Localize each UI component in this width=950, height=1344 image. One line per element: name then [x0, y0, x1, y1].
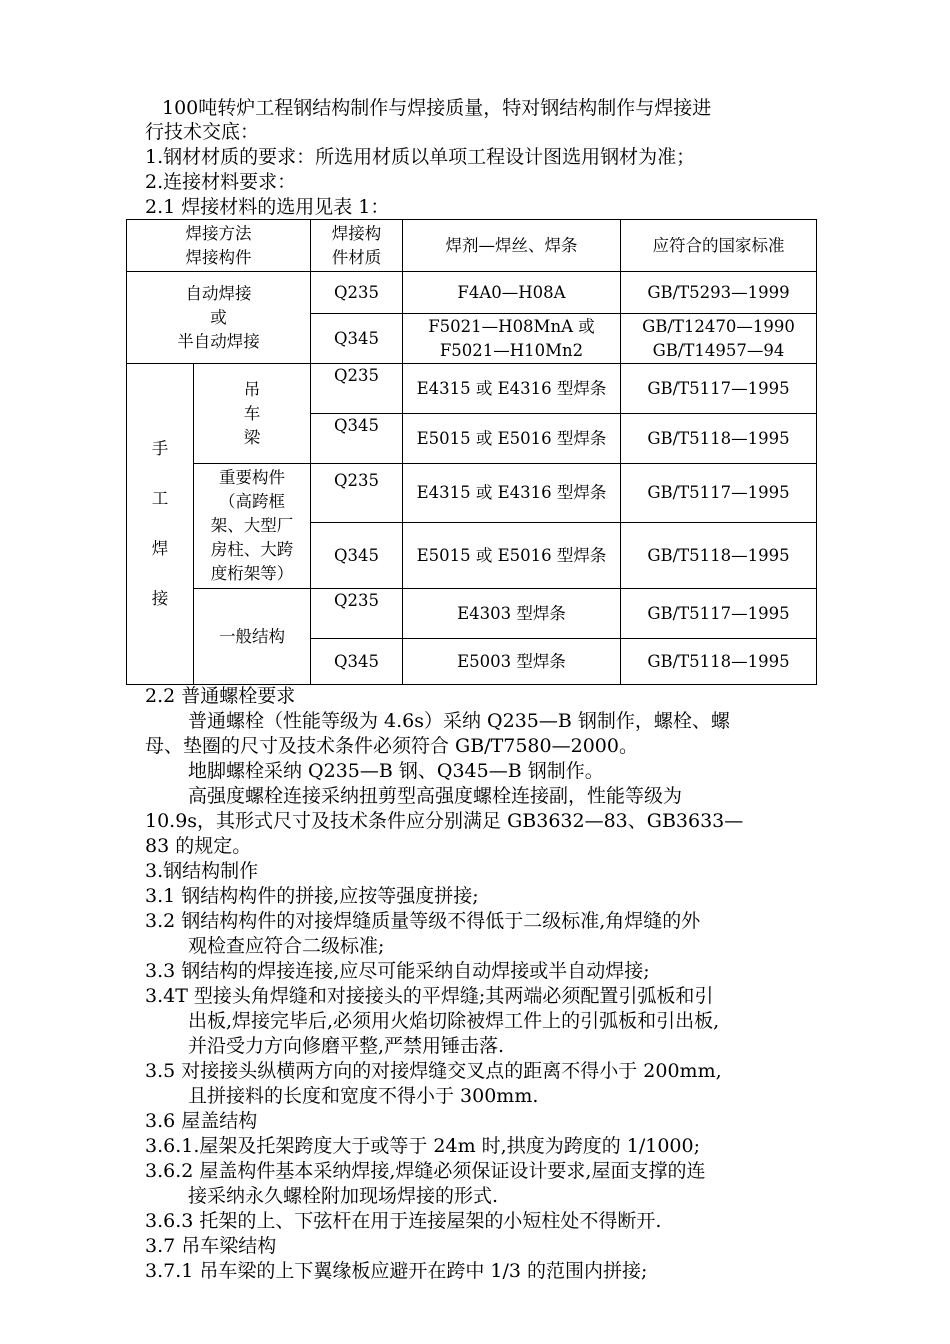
section-3-2-line-1: 3.2 钢结构构件的对接焊缝质量等级不得低于二级标准,角焊缝的外 [145, 910, 701, 932]
welding-materials-table [126, 219, 817, 685]
standard-cell: GB/T5117—1995 [621, 464, 817, 523]
section-3-6-2-line-2: 接采纳永久螺栓附加现场焊接的形式. [188, 1185, 499, 1207]
paragraph-hs-bolts-1: 高强度螺栓连接采纳扭剪型高强度螺栓连接副，性能等级为 [188, 785, 683, 807]
flux-cell: E5015 或 E5016 型焊条 [403, 414, 621, 464]
section-3-4-line-3: 并沿受力方向修磨平整,严禁用锤击落. [188, 1035, 505, 1057]
section-3-3: 3.3 钢结构的焊接连接,应尽可能采纳自动焊接或半自动焊接; [145, 960, 650, 982]
intro-line-1: 100吨转炉工程钢结构制作与焊接质量，特对钢结构制作与焊接进 [162, 97, 712, 119]
material-cell: Q235 [311, 464, 403, 523]
section-3-7: 3.7 吊车梁结构 [145, 1235, 277, 1257]
section-3: 3.钢结构制作 [145, 860, 259, 882]
flux-cell: F4A0—H08A [403, 272, 621, 314]
table-header-row [127, 220, 817, 272]
header-national-standard: 应符合的国家标准 [621, 220, 817, 272]
flux-cell: E4315 或 E4316 型焊条 [403, 464, 621, 523]
paragraph-bolts-1: 普通螺栓（性能等级为 4.6s）采纳 Q235—B 钢制作，螺栓、螺 [188, 710, 730, 732]
header-welding-method: 焊接方法 焊接构件 [127, 220, 311, 272]
standard-cell: GB/T5118—1995 [621, 523, 817, 589]
section-1: 1.钢材材质的要求：所选用材质以单项工程设计图选用钢材为准； [145, 146, 696, 168]
section-3-6: 3.6 屋盖结构 [145, 1110, 258, 1132]
table-row [127, 272, 817, 314]
intro-line-2: 行技术交底： [145, 121, 260, 143]
material-cell: Q345 [311, 523, 403, 589]
material-cell: Q235 [311, 589, 403, 639]
paragraph-anchor-bolts: 地脚螺栓采纳 Q235—B 钢、Q345—B 钢制作。 [188, 760, 604, 782]
manual-welding-cell: 手 工 焊 接 [127, 364, 194, 685]
material-cell: Q345 [311, 639, 403, 685]
section-3-6-3: 3.6.3 托架的上、下弦杆在用于连接屋架的小短柱处不得断开. [145, 1210, 662, 1232]
flux-cell: E4303 型焊条 [403, 589, 621, 639]
header-flux-wire: 焊剂—焊丝、焊条 [403, 220, 621, 272]
crane-beam-cell: 吊 车 梁 [194, 364, 311, 464]
section-3-4-line-2: 出板,焊接完毕后,必须用火焰切除被焊工件上的引弧板和引出板, [188, 1010, 720, 1032]
standard-cell: GB/T5117—1995 [621, 589, 817, 639]
standard-cell: GB/T5118—1995 [621, 639, 817, 685]
flux-cell: E5015 或 E5016 型焊条 [403, 523, 621, 589]
section-3-5-line-2: 且拼接料的长度和宽度不得小于 300mm. [188, 1085, 539, 1107]
auto-welding-cell: 自动焊接 或 半自动焊接 [127, 272, 311, 364]
section-2-2: 2.2 普通螺栓要求 [145, 685, 296, 707]
standard-cell: GB/T5293—1999 [621, 272, 817, 314]
table-row [127, 589, 817, 639]
header-component-material: 焊接构 件材质 [311, 220, 403, 272]
paragraph-hs-bolts-2: 10.9s，其形式尺寸及技术条件应分别满足 GB3632—83、GB3633— [145, 810, 744, 832]
section-3-2-line-2: 观检查应符合二级标准; [188, 935, 385, 957]
standard-cell: GB/T5118—1995 [621, 414, 817, 464]
section-2-1: 2.1 焊接材料的选用见表 1： [145, 196, 390, 218]
standard-cell: GB/T5117—1995 [621, 364, 817, 414]
material-cell: Q345 [311, 414, 403, 464]
section-3-4-line-1: 3.4T 型接头角焊缝和对接接头的平焊缝;其两端必须配置引弧板和引 [145, 985, 714, 1007]
table-row [127, 464, 817, 523]
section-2: 2.连接材料要求： [145, 171, 297, 193]
section-3-1: 3.1 钢结构构件的拼接,应按等强度拼接; [145, 885, 479, 907]
table-row [127, 364, 817, 414]
material-cell: Q345 [311, 314, 403, 364]
general-structure-cell: 一般结构 [194, 589, 311, 685]
flux-cell: E5003 型焊条 [403, 639, 621, 685]
material-cell: Q235 [311, 364, 403, 414]
paragraph-bolts-2: 母、垫圈的尺寸及技术条件必须符合 GB/T7580—2000。 [145, 735, 638, 757]
section-3-6-1: 3.6.1.屋架及托架跨度大于或等于 24m 时,拱度为跨度的 1/1000; [145, 1135, 700, 1157]
standard-cell: GB/T12470—1990 GB/T14957—94 [621, 314, 817, 364]
flux-cell: E4315 或 E4316 型焊条 [403, 364, 621, 414]
section-3-6-2-line-1: 3.6.2 屋盖构件基本采纳焊接,焊缝必须保证设计要求,屋面支撑的连 [145, 1160, 706, 1182]
section-3-5-line-1: 3.5 对接接头纵横两方向的对接焊缝交叉点的距离不得小于 200mm, [145, 1060, 722, 1082]
material-cell: Q235 [311, 272, 403, 314]
section-3-7-1: 3.7.1 吊车梁的上下翼缘板应避开在跨中 1/3 的范围内拼接; [145, 1260, 648, 1282]
paragraph-hs-bolts-3: 83 的规定。 [145, 835, 252, 857]
flux-cell: F5021—H08MnA 或 F5021—H10Mn2 [403, 314, 621, 364]
important-members-cell: 重要构件 （高跨框 架、大型厂 房柱、大跨 度桁架等） [194, 464, 311, 589]
